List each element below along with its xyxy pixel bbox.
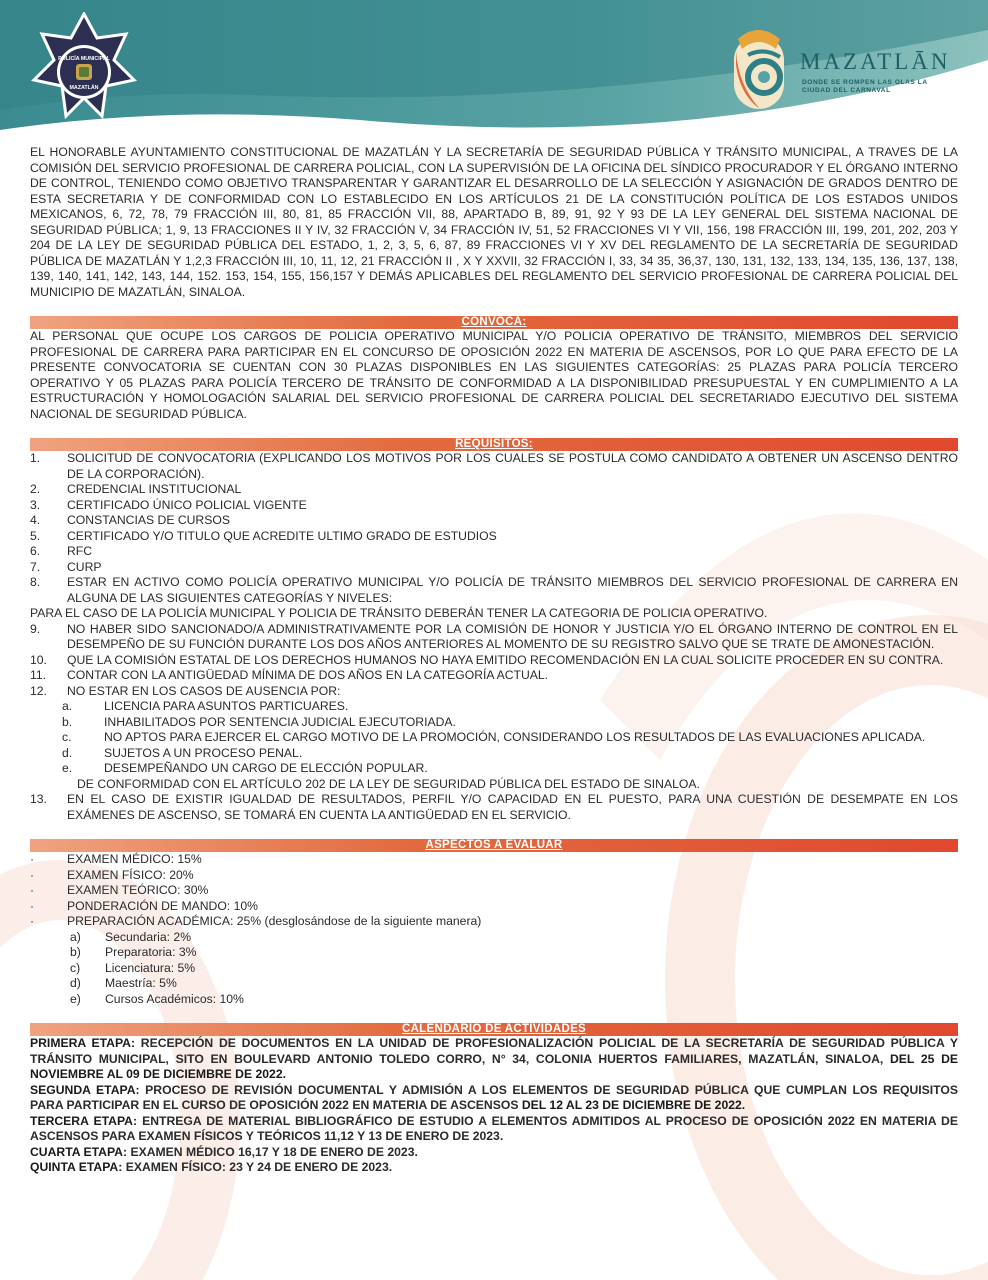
badge-text-bottom: MAZATLÁN [69, 85, 99, 91]
requisito-12-note: DE CONFORMIDAD CON EL ARTÍCULO 202 DE LA LEY DE SEGURIDAD PÚBLICA DEL ESTADO DE SINALOA. [77, 776, 700, 791]
sub-list-item: c. NO APTOS PARA EJERCER EL CARGO MOTIVO DE LA PROMOCIÓN, CONSIDERANDO LOS RESULTADOS DE LAS EVALUACIONES APLICADA. [62, 730, 926, 744]
mazatlan-emblem-icon [728, 25, 792, 117]
list-item: · EXAMEN TEÓRICO: 30% [30, 883, 209, 897]
list-item: 8. ESTAR EN ACTIVO COMO POLICÍA OPERATIVO MUNICIPAL Y/O POLICÍA DE TRÁNSITO MIEMBROS DEL SERVICIO PROFESIONAL DE CARRERA EN ALGUNA DE LAS SIGUIENTES CATEGORÍAS Y NIVELES: [30, 575, 958, 605]
sub-list-item: a. LICENCIA PARA ASUNTOS PARTICUARES. [62, 699, 349, 713]
list-item: · EXAMEN MÉDICO: 15% [30, 852, 202, 866]
list-item: 1. SOLICITUD DE CONVOCATORIA (EXPLICANDO LOS MOTIVOS POR LOS CUALES SE POSTULA COMO CANDIDATO A OBTENER UN ASCENSO DENTRO DE LA CORPORACIÓN). [30, 451, 958, 481]
list-item: · PREPARACIÓN ACADÉMICA: 25% (desglosándose de la siguiente manera) [30, 914, 482, 928]
badge-text-top: POLICÍA MUNICIPAL [58, 56, 110, 62]
list-item: 9. NO HABER SIDO SANCIONADO/A ADMINISTRATIVAMENTE POR LA COMISIÓN DE HONOR Y JUSTICIA Y/O EL ÓRGANO INTERNO DE CONTROL EN EL DESEMPEÑO DE SU FUNCIÓN DURANTE LOS DOS AÑOS ANTERIORES AL MOMENTO DE SU REGISTRO SALVO QUE SE TRATE DE AMONESTACIÓN. [30, 621, 958, 651]
list-item: 4. CONSTANCIAS DE CURSOS [30, 513, 230, 527]
requisito-8-note: PARA EL CASO DE LA POLICÍA MUNICIPAL Y POLICIA DE TRÁNSITO DEBERÁN TENER LA CATEGORIA DE POLICIA OPERATIVO. [30, 606, 768, 620]
mazatlan-logo [728, 25, 958, 120]
list-item: · EXAMEN FÍSICO: 20% [30, 867, 194, 882]
requisitos-list [30, 451, 958, 823]
etapa-1: PRIMERA ETAPA: RECEPCIÓN DE DOCUMENTOS EN LA UNIDAD DE PROFESIONALIZACIÓN POLICIAL DE LA SECRETARÍA DE SEGURIDAD PÚBLICA Y TRÁNSITO MUNICIPAL, SITO EN BOULEVARD ANTONIO TOLEDO CORRO, N° 34, COLONIA HUERTOS FAMILIARES, MAZATLÁN, SINALOA, DEL 25 DE NOVIEMBRE AL 09 DE DICIEMBRE DE 2022. [30, 1036, 958, 1081]
etapa-2: SEGUNDA ETAPA: PROCESO DE REVISIÓN DOCUMENTAL Y ADMISIÓN A LOS ELEMENTOS DE SEGURIDAD PÚBLICA QUE CUMPLAN LOS REQUISITOS PARA PARTICIPAR EN EL CURSO DE OPOSICIÓN 2022 EN MATERIA DE ASCENSOS DEL 12 AL 23 DE DICIEMBRE DE 2022. [30, 1082, 958, 1112]
sub-list-item: d) Maestría: 5% [70, 976, 177, 990]
etapa-4: CUARTA ETAPA: EXAMEN MÉDICO 16,17 Y 18 DE ENERO DE 2023. [30, 1144, 418, 1159]
section-bar-calendario: CALENDARIO DE ACTIVIDADES [30, 1023, 958, 1036]
sub-list-item: d. SUJETOS A UN PROCESO PENAL. [62, 745, 303, 760]
section-bar-aspectos: ASPECTOS A EVALUAR [30, 839, 958, 852]
list-item: 2. CREDENCIAL INSTITUCIONAL [30, 482, 242, 496]
intro-paragraph: EL HONORABLE AYUNTAMIENTO CONSTITUCIONAL DE MAZATLÁN Y LA SECRETARÍA DE SEGURIDAD PÚBLICA Y TRÁNSITO MUNICIPAL, A TRAVES DE LA COMISIÓN DEL SERVICIO PROFESIONAL DE CARRERA POLICIAL, CON LA SUPERVISIÓN DE LA OFICINA DEL SÍNDICO PROCURADOR Y EL ÓRGANO INTERNO DE CONTROL, TENIENDO COMO OBJETIVO TRANSPARENTAR Y GARANTIZAR EL DESARROLLO DE LA SELECCIÓN Y ASIGNACIÓN DE GRADOS DENTRO DE ESTA SECRETARIA Y DE CONFORMIDAD CON LO ESTABLECIDO EN LOS ARTÍCULOS 21 DE LA CONSTITUCIÓN POLÍTICA DE LOS ESTADOS UNIDOS MEXICANOS, 6, 72, 78, 79 FRACCIÓN III, 80, 81, 85 FRACCIÓN VII, 88, APARTADO B, 89, 91, 92 Y 93 DE LA LEY GENERAL DEL SISTEMA NACIONAL DE SEGURIDAD PÚBLICA; 1, 9, 13 FRACCIONES II Y IV, 32 FRACCIÓN V, 34 FRACCIÓN IV, 51, 52 FRACCIONES VI Y VII, 156, 198 FRACCIÓN III, 199, 201, 202, 203 Y 204 DE LA LEY DE SEGURIDAD PÚBLICA DEL ESTADO, 1, 2, 3, 5, 6, 87, 89 FRACCIONES VI Y XV DEL REGLAMENTO DE LA SECRETARÍA DE SEGURIDAD PÚBLICA DE MAZATLÁN Y 1,2,3 FRACCIÓN III, 10, 11, 12, 21 FRACCIÓN II , X Y XXVII, 32 FRACCIÓN I, 33, 34 35, 36,37, 130, 131, 132, 133, 134, 135, 136, 137, 138, 139, 140, 141, 142, 143, 144, 152. 153, 154, 155, 156,157 Y DEMÁS APLICABLES DEL REGLAMENTO DEL SERVICIO PROFESIONAL DE CARRERA POLICIAL DEL MUNICIPIO DE MAZATLÁN, SINALOA. [30, 145, 958, 299]
list-item: · PONDERACIÓN DE MANDO: 10% [30, 898, 258, 913]
list-item: 11. CONTAR CON LA ANTIGÜEDAD MÍNIMA DE DOS AÑOS EN LA CATEGORÍA ACTUAL. [30, 668, 549, 682]
sub-list-item: b) Preparatoria: 3% [70, 945, 197, 959]
list-item: 3. CERTIFICADO ÚNICO POLICIAL VIGENTE [30, 497, 307, 512]
list-item: 12. NO ESTAR EN LOS CASOS DE AUSENCIA POR: [30, 683, 341, 698]
logo-tagline: DONDE SE ROMPEN LAS OLAS LA CIUDAD DEL CARNAVAL [802, 79, 928, 94]
list-item: 6. RFC [30, 544, 93, 558]
logo-name: MAZATLĀN [800, 49, 951, 74]
convoca-paragraph: AL PERSONAL QUE OCUPE LOS CARGOS DE POLICIA OPERATIVO MUNICIPAL Y/O POLICIA OPERATIVO DE TRÁNSITO, MIEMBROS DEL SERVICIO PROFESIONAL DE CARRERA PARA PARTICIPAR EN EL CONCURSO DE OPOSICIÓN 2022 EN MATERIA DE ASCENSOS, POR LO QUE PARA EFECTO DE LA PRESENTE CONVOCATORIA SE CUENTAN CON 30 PLAZAS DISPONIBLES EN LAS SIGUIENTES CATEGORÍAS: 25 PLAZAS PARA POLICÍA TERCERO OPERATIVO Y 05 PLAZAS PARA POLICÍA TERCERO DE TRÁNSITO DE CONFORMIDAD A LA DISPONIBILIDAD PRESUPUESTAL Y EN CUMPLIMIENTO A LA ESTRUCTURACIÓN Y HOMOLOGACIÓN SALARIAL DEL SERVICIO PROFESIONAL DE CARRERA POLICIAL DEL SECRETARIADO EJECUTIVO DEL SISTEMA NACIONAL DE SEGURIDAD PÚBLICA. [30, 329, 958, 421]
sub-list-item: c) Licenciatura: 5% [70, 960, 196, 975]
list-item: 10. QUE LA COMISIÓN ESTATAL DE LOS DERECHOS HUMANOS NO HAYA EMITIDO RECOMENDACIÓN EN LA CUAL SOLICITE PROCEDER EN SU CONTRA. [30, 652, 944, 667]
list-item: 5. CERTIFICADO Y/O TITULO QUE ACREDITE ULTIMO GRADO DE ESTUDIOS [30, 528, 497, 543]
section-bar-requisitos: REQUISITOS: [30, 438, 958, 451]
sub-list-item: a) Secundaria: 2% [70, 929, 192, 944]
list-item: 7. CURP [30, 559, 102, 574]
calendario-section [30, 1036, 958, 1176]
etapa-3: TERCERA ETAPA: ENTREGA DE MATERIAL BIBLIOGRÁFICO DE ESTUDIO A ELEMENTOS ADMITIDOS AL PROCESO DE OPOSICIÓN 2022 EN MATERIA DE ASCENSOS PARA EXAMEN FÍSICOS Y TEÓRICOS 11,12 Y 13 DE ENERO DE 2023. [30, 1113, 958, 1143]
etapa-5: QUINTA ETAPA: EXAMEN FÍSICO: 23 Y 24 DE ENERO DE 2023. [30, 1160, 393, 1174]
police-badge-logo [30, 12, 138, 124]
list-item: 13. EN EL CASO DE EXISTIR IGUALDAD DE RESULTADOS, PERFIL Y/O CAPACIDAD EN EL PUESTO, PARA UNA CUESTIÓN DE DESEMPATE EN LOS EXÁMENES DE ASCENSO, SE TOMARÁ EN CUENTA LA ANTIGÜEDAD EN EL SERVICIO. [30, 792, 958, 822]
aspectos-list [30, 852, 958, 1007]
sub-list-item: b. INHABILITADOS POR SENTENCIA JUDICIAL EJECUTORIADA. [62, 714, 456, 729]
sub-list-item: e. DESEMPEÑANDO UN CARGO DE ELECCIÓN POPULAR. [62, 761, 428, 775]
document-body [30, 145, 958, 1176]
section-bar-convoca: CONVOCA: [30, 316, 958, 329]
sub-list-item: e) Cursos Académicos: 10% [70, 991, 244, 1006]
